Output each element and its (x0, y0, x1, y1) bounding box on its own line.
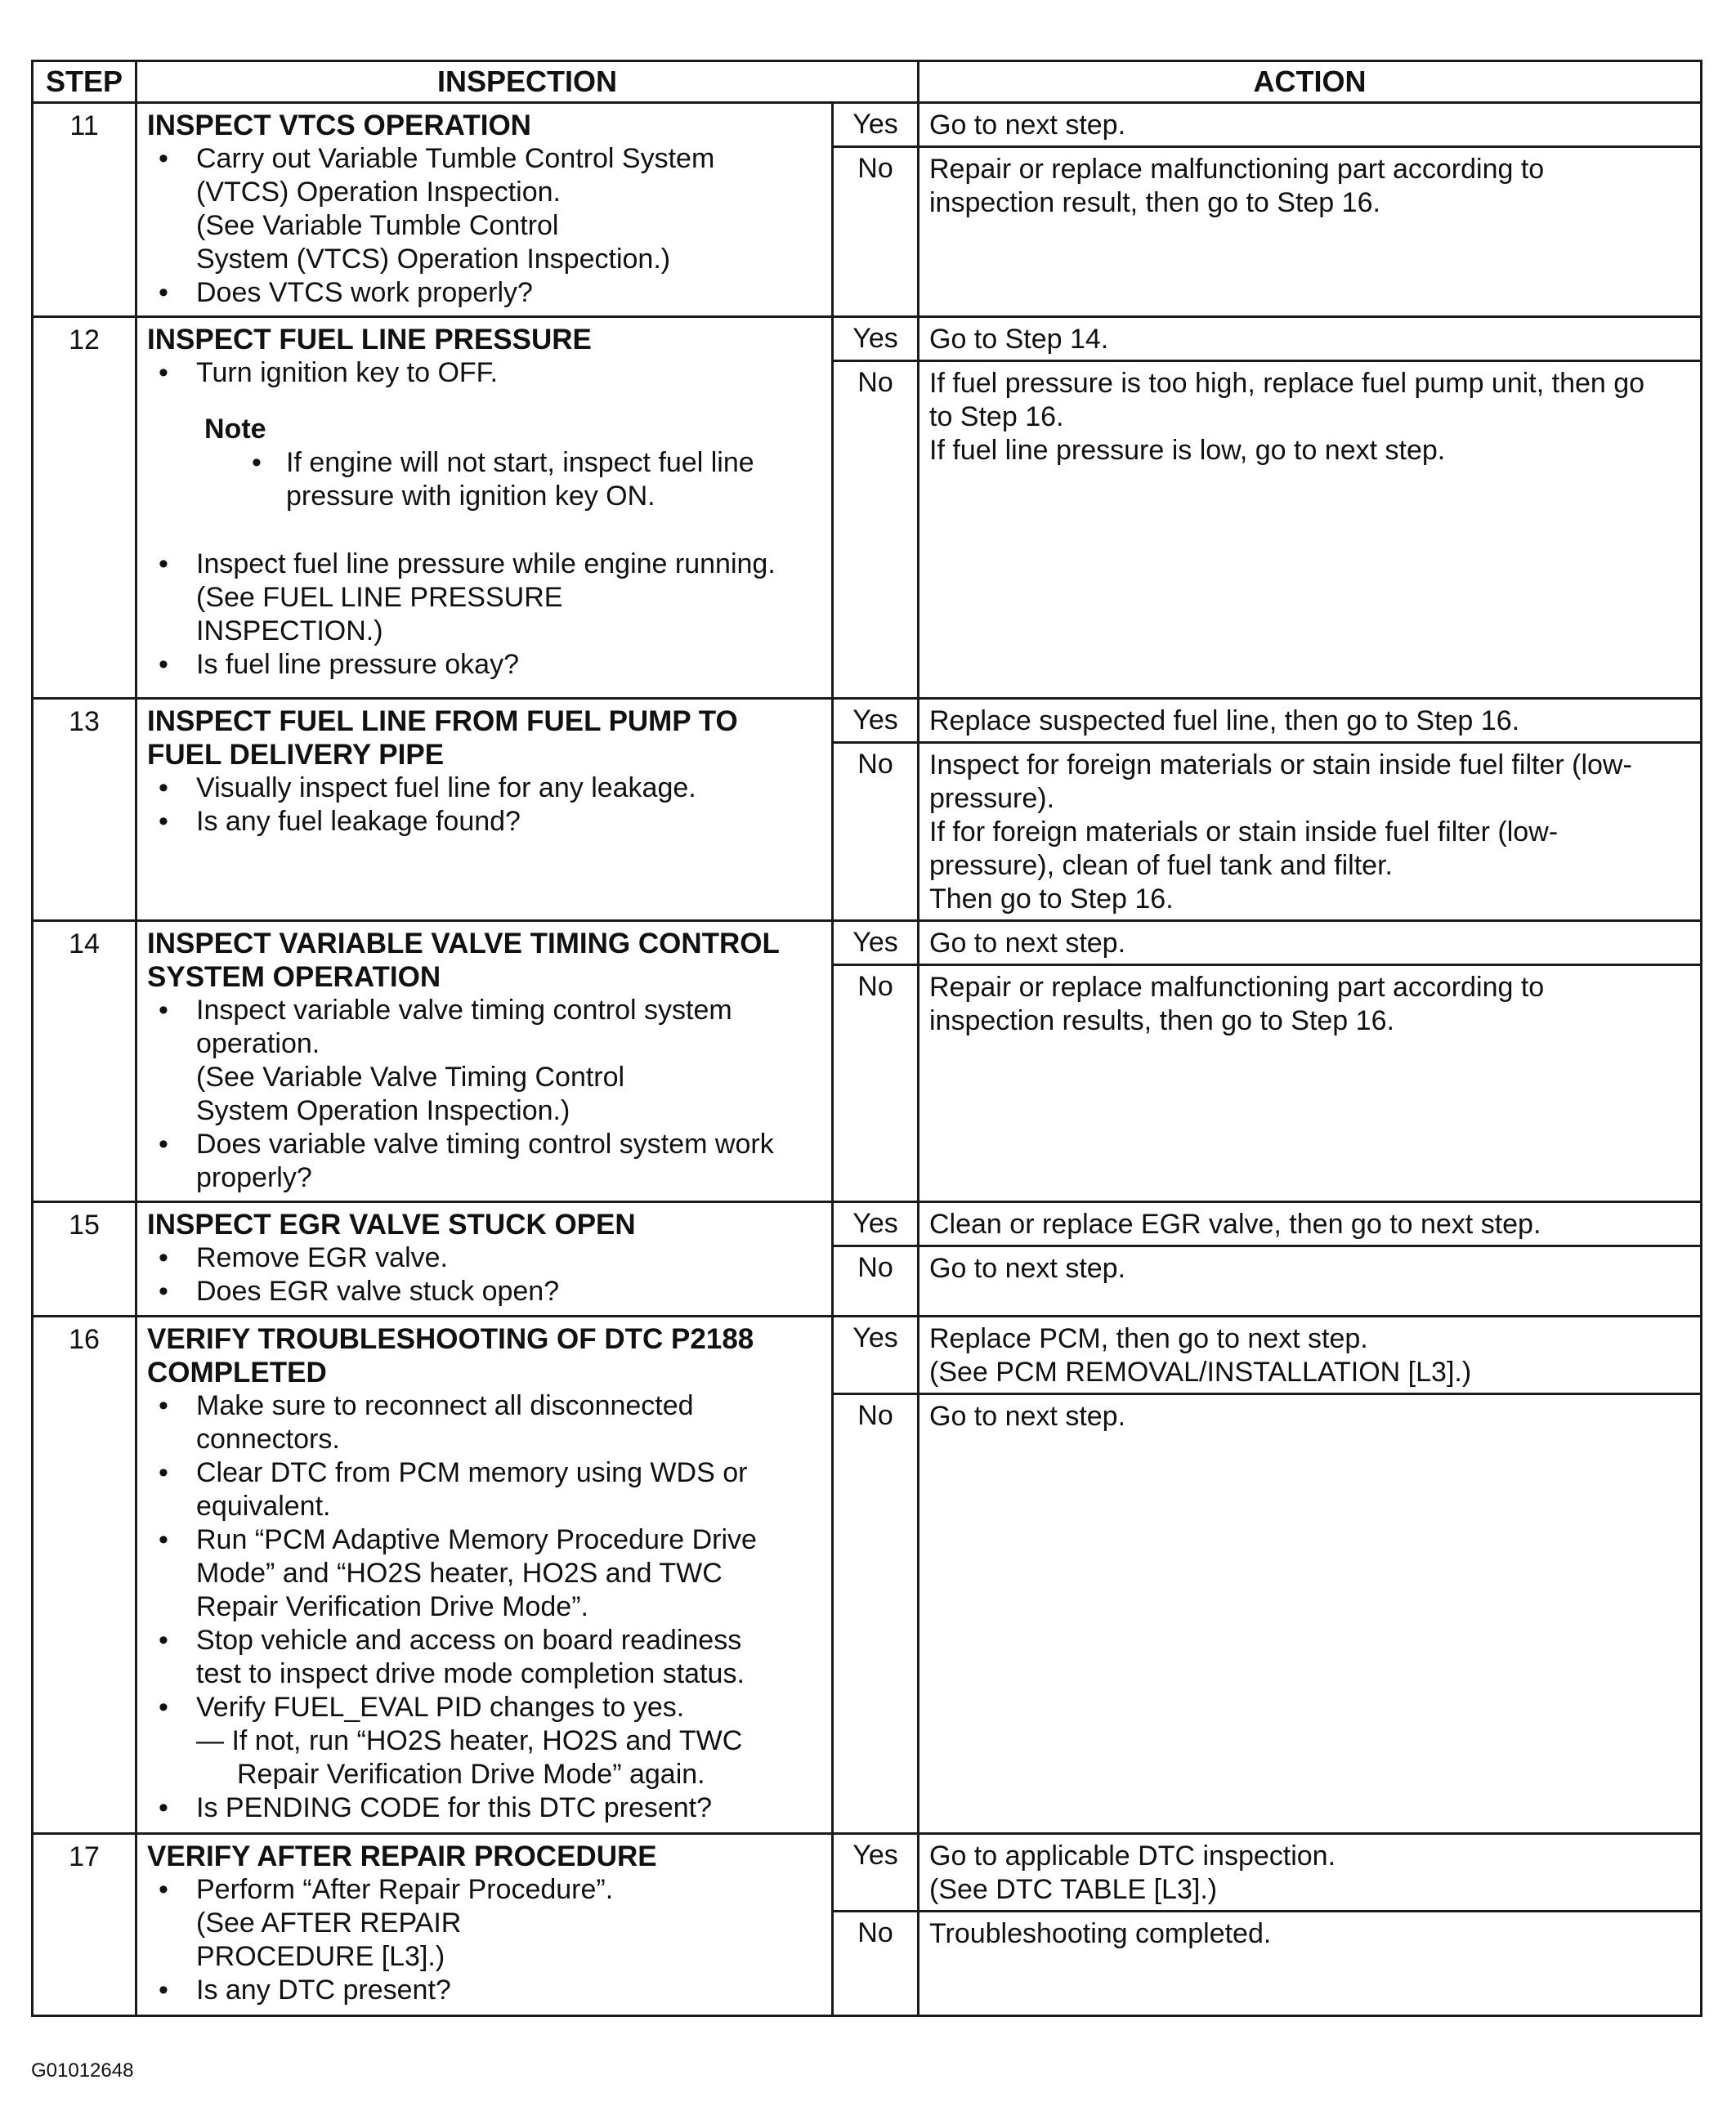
yes-action (919, 1834, 1702, 1912)
text-line: (See FUEL LINE PRESSURE (196, 582, 563, 613)
text-line: Troubleshooting completed. (929, 1918, 1272, 1949)
no-label: No (833, 1394, 919, 1834)
step-title: INSPECT FUEL LINE PRESSURE (147, 324, 592, 356)
text-line: SYSTEM OPERATION (147, 961, 441, 993)
text-line: • Stop vehicle and access on board readiness (196, 1625, 742, 1656)
bullet-item (147, 1691, 823, 1724)
text-line: pressure). (929, 783, 1055, 814)
text-line: (See PCM REMOVAL/INSTALLATION [L3].) (929, 1357, 1472, 1388)
bullet-item (147, 805, 823, 839)
header-inspection: INSPECTION (136, 61, 919, 103)
text-line: Mode” and “HO2S heater, HO2S and TWC (196, 1558, 723, 1589)
no-label: No (833, 1912, 919, 2016)
text-line: FUEL DELIVERY PIPE (147, 739, 445, 771)
header-action: ACTION (919, 61, 1702, 103)
step-17-inspection (136, 1834, 833, 2016)
step-number: 14 (33, 921, 136, 1202)
text-line: Does EGR valve stuck open? (196, 1276, 560, 1307)
no-label: No (833, 1246, 919, 1317)
bullet-item (147, 648, 823, 682)
step-number: 17 (33, 1834, 136, 2016)
note-item (147, 446, 823, 513)
text-line: • Make sure to reconnect all disconnected (196, 1390, 694, 1421)
step-number: 15 (33, 1202, 136, 1317)
figure-code: G01012648 (31, 2060, 134, 2082)
text-line: (See AFTER REPAIR (196, 1908, 462, 1939)
bullet-item (147, 1791, 823, 1825)
step-number: 11 (33, 103, 136, 317)
text-line: Remove EGR valve. (196, 1242, 448, 1273)
bullet-item (147, 356, 823, 390)
table-header-row (33, 61, 1702, 103)
no-action (919, 743, 1702, 921)
text-line: inspection result, then go to Step 16. (929, 187, 1380, 218)
yes-action (919, 921, 1702, 965)
yes-label: Yes (833, 1202, 919, 1246)
no-action (919, 1246, 1702, 1317)
no-label: No (833, 743, 919, 921)
text-line: Repair or replace malfunctioning part according to (929, 154, 1545, 185)
yes-action (919, 317, 1702, 361)
bullet-item (147, 142, 823, 276)
step-15-inspection (136, 1202, 833, 1317)
yes-label: Yes (833, 1834, 919, 1912)
text-line: • Run “PCM Adaptive Memory Procedure Drive (196, 1524, 757, 1555)
bullet-list (147, 771, 823, 839)
text-line: • If engine will not start, inspect fuel line (286, 447, 754, 478)
text-line: (See DTC TABLE [L3].) (929, 1874, 1218, 1905)
no-label: No (833, 965, 919, 1202)
text-line: Go to next step. (929, 110, 1126, 141)
text-line: COMPLETED (147, 1357, 327, 1389)
troubleshooting-table-page (31, 60, 1700, 2017)
text-line: Repair Verification Drive Mode” again. (237, 1759, 705, 1790)
text-line: • Carry out Variable Tumble Control System (196, 143, 715, 174)
text-line: Replace PCM, then go to next step. (929, 1323, 1368, 1354)
step-number: 12 (33, 317, 136, 699)
text-line: Clean or replace EGR valve, then go to next step. (929, 1209, 1541, 1240)
yes-action (919, 1202, 1702, 1246)
bullet-list (147, 142, 823, 310)
text-line: If for foreign materials or stain inside fuel filter (low- (929, 816, 1559, 848)
yes-label: Yes (833, 921, 919, 965)
text-line: Go to next step. (929, 1401, 1126, 1432)
bullet-item (147, 1389, 823, 1456)
yes-label: Yes (833, 317, 919, 361)
text-line: • Clear DTC from PCM memory using WDS or (196, 1457, 748, 1488)
no-label: No (833, 147, 919, 317)
bullet-item (147, 1241, 823, 1275)
text-line: — If not, run “HO2S heater, HO2S and TWC (196, 1725, 743, 1756)
text-line: test to inspect drive mode completion status. (196, 1658, 745, 1689)
step-number: 13 (33, 699, 136, 921)
text-line: equivalent. (196, 1491, 331, 1522)
yes-action (919, 103, 1702, 147)
text-line: Replace suspected fuel line, then go to Step 16. (929, 705, 1520, 736)
text-line: Does VTCS work properly? (196, 277, 533, 308)
troubleshooting-table (31, 60, 1702, 2017)
step-title (147, 927, 823, 994)
text-line: properly? (196, 1162, 312, 1193)
text-line: • Does variable valve timing control system work (196, 1129, 774, 1160)
bullet-list (147, 1241, 823, 1308)
step-17-yes-row (33, 1834, 1702, 1912)
text-line: • Perform “After Repair Procedure”. (196, 1874, 614, 1905)
note-heading: Note (204, 414, 266, 445)
text-line: Visually inspect fuel line for any leakage. (196, 772, 696, 803)
text-line: Repair Verification Drive Mode”. (196, 1591, 588, 1622)
bullet-item (147, 1974, 823, 2007)
text-line: pressure), clean of fuel tank and filter. (929, 850, 1393, 881)
note-list (147, 446, 823, 513)
bullet-item (147, 1873, 823, 1974)
text-line: • Inspect fuel line pressure while engine running. (196, 548, 776, 579)
text-line: • Verify FUEL_EVAL PID changes to yes. (196, 1692, 685, 1723)
bullet-item (147, 1275, 823, 1308)
step-title: VERIFY AFTER REPAIR PROCEDURE (147, 1840, 657, 1872)
bullet-list (147, 356, 823, 390)
yes-label: Yes (833, 699, 919, 743)
text-line: Repair or replace malfunctioning part according to (929, 972, 1545, 1003)
text-line: System (VTCS) Operation Inspection.) (196, 244, 671, 275)
text-line: Is any DTC present? (196, 1975, 451, 2006)
step-title (147, 1322, 823, 1389)
no-action (919, 965, 1702, 1202)
step-11-yes-row (33, 103, 1702, 147)
text-line: VERIFY TROUBLESHOOTING OF DTC P2188 (147, 1323, 754, 1355)
text-line: (VTCS) Operation Inspection. (196, 177, 561, 208)
step-number: 16 (33, 1317, 136, 1834)
text-line: Is fuel line pressure okay? (196, 649, 519, 680)
text-line: • Inspect variable valve timing control system (196, 995, 732, 1026)
step-12-inspection (136, 317, 833, 699)
text-line: Is PENDING CODE for this DTC present? (196, 1792, 713, 1823)
no-action (919, 1912, 1702, 2016)
text-line: operation. (196, 1028, 320, 1059)
text-line: inspection results, then go to Step 16. (929, 1005, 1394, 1036)
text-line: connectors. (196, 1424, 340, 1455)
text-line: System Operation Inspection.) (196, 1095, 570, 1126)
text-line: (See Variable Valve Timing Control (196, 1062, 625, 1093)
text-line: (See Variable Tumble Control (196, 210, 559, 241)
step-title: INSPECT EGR VALVE STUCK OPEN (147, 1209, 636, 1241)
step-13-yes-row (33, 699, 1702, 743)
text-line: If fuel pressure is too high, replace fuel pump unit, then go (929, 368, 1645, 399)
text-line: to Step 16. (929, 401, 1064, 432)
yes-label: Yes (833, 1317, 919, 1394)
bullet-list (147, 1873, 823, 2007)
step-title: INSPECT VTCS OPERATION (147, 110, 531, 141)
text-line: INSPECTION.) (196, 615, 383, 646)
bullet-item (147, 1128, 823, 1195)
text-line: Go to Step 14. (929, 324, 1109, 355)
bullet-list (147, 994, 823, 1195)
step-13-inspection (136, 699, 833, 921)
bullet-item (147, 1523, 823, 1624)
no-action (919, 361, 1702, 699)
bullet-item (147, 994, 823, 1128)
step-14-yes-row (33, 921, 1702, 965)
step-title (147, 704, 823, 771)
text-line: pressure with ignition key ON. (286, 481, 655, 512)
yes-label: Yes (833, 103, 919, 147)
step-15-yes-row (33, 1202, 1702, 1246)
no-action (919, 147, 1702, 317)
step-16-inspection (136, 1317, 833, 1834)
text-line: Inspect for foreign materials or stain inside fuel filter (low- (929, 749, 1632, 780)
text-line: Then go to Step 16. (929, 883, 1174, 915)
bullet-item (147, 548, 823, 648)
sub-note (147, 1724, 823, 1791)
text-line: PROCEDURE [L3].) (196, 1941, 445, 1972)
text-line: Go to next step. (929, 1253, 1126, 1284)
header-step: STEP (33, 61, 136, 103)
bullet-item (147, 771, 823, 805)
bullet-list (147, 1389, 823, 1724)
yes-action (919, 699, 1702, 743)
no-label: No (833, 361, 919, 699)
step-14-inspection (136, 921, 833, 1202)
yes-action (919, 1317, 1702, 1394)
text-line: If fuel line pressure is low, go to next step. (929, 435, 1446, 466)
text-line: Is any fuel leakage found? (196, 806, 521, 837)
step-12-yes-row (33, 317, 1702, 361)
bullet-item (147, 1624, 823, 1691)
bullet-list (147, 1791, 823, 1825)
text-line: INSPECT FUEL LINE FROM FUEL PUMP TO (147, 705, 738, 737)
no-action (919, 1394, 1702, 1834)
text-line: Turn ignition key to OFF. (196, 357, 499, 388)
bullet-item (147, 1456, 823, 1523)
bullet-list (147, 548, 823, 682)
step-16-yes-row (33, 1317, 1702, 1394)
text-line: Go to next step. (929, 928, 1126, 959)
text-line: INSPECT VARIABLE VALVE TIMING CONTROL (147, 928, 780, 959)
text-line: Go to applicable DTC inspection. (929, 1840, 1336, 1872)
step-11-inspection (136, 103, 833, 317)
bullet-item (147, 276, 823, 310)
